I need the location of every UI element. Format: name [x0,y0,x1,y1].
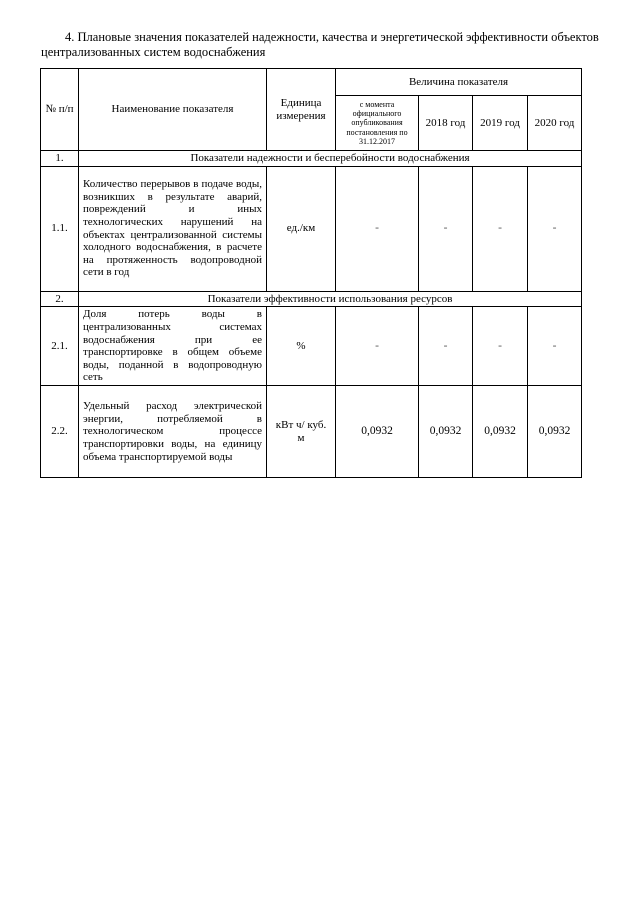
header-name: Наименование показателя [79,69,267,151]
section-row [41,291,582,307]
row-value-base: 0,0932 [336,386,419,478]
row-value-base: - [336,166,419,291]
header-col-2018: 2018 год [419,96,473,151]
row-name: Доля потерь воды в централизованных системах водоснабжения при ее транспортировке в общем объеме воды, поданной в водопроводную сеть [79,307,267,386]
section-heading-text: 4. Плановые значения показателей надежности, качества и энергетической эффективности объектов централизованных систем водоснабжения [41,30,599,59]
section-title: Показатели надежности и бесперебойности водоснабжения [79,151,582,167]
header-num: № п/п [41,69,79,151]
row-value-2019: - [473,307,528,386]
row-num: 1.1. [41,166,79,291]
section-heading [41,30,601,60]
header-col-2020: 2020 год [528,96,582,151]
row-num: 2.2. [41,386,79,478]
header-row-1 [41,69,582,96]
section-num: 2. [41,291,79,307]
row-value-2020: 0,0932 [528,386,582,478]
row-value-2018: - [419,166,473,291]
table-row [41,386,582,478]
row-unit: % [267,307,336,386]
row-value-2019: - [473,166,528,291]
section-num: 1. [41,151,79,167]
row-value-2019: 0,0932 [473,386,528,478]
row-value-2020: - [528,307,582,386]
section-title: Показатели эффективности использования ресурсов [79,291,582,307]
row-value-2018: - [419,307,473,386]
section-row [41,151,582,167]
table-row [41,307,582,386]
row-name: Удельный расход электрической энергии, потребляемой в технологическом процессе транспортировки воды, на единицу объема транспортируемой воды [79,386,267,478]
header-unit: Единица измерения [267,69,336,151]
indicators-table [40,68,582,478]
row-unit: ед./км [267,166,336,291]
table-row [41,166,582,291]
row-num: 2.1. [41,307,79,386]
row-unit: кВт ч/ куб. м [267,386,336,478]
row-name: Количество перерывов в подаче воды, возникших в результате аварий, повреждений и иных технологических нарушений на объектах централизованной системы холодного водоснабжения, в расчете на протяженность водопроводной сети в год [79,166,267,291]
row-value-2020: - [528,166,582,291]
row-value-base: - [336,307,419,386]
header-value-group: Величина показателя [336,69,582,96]
row-value-2018: 0,0932 [419,386,473,478]
header-col-base: с момента официального опубликования постановления по 31.12.2017 [336,96,419,151]
header-col-2019: 2019 год [473,96,528,151]
